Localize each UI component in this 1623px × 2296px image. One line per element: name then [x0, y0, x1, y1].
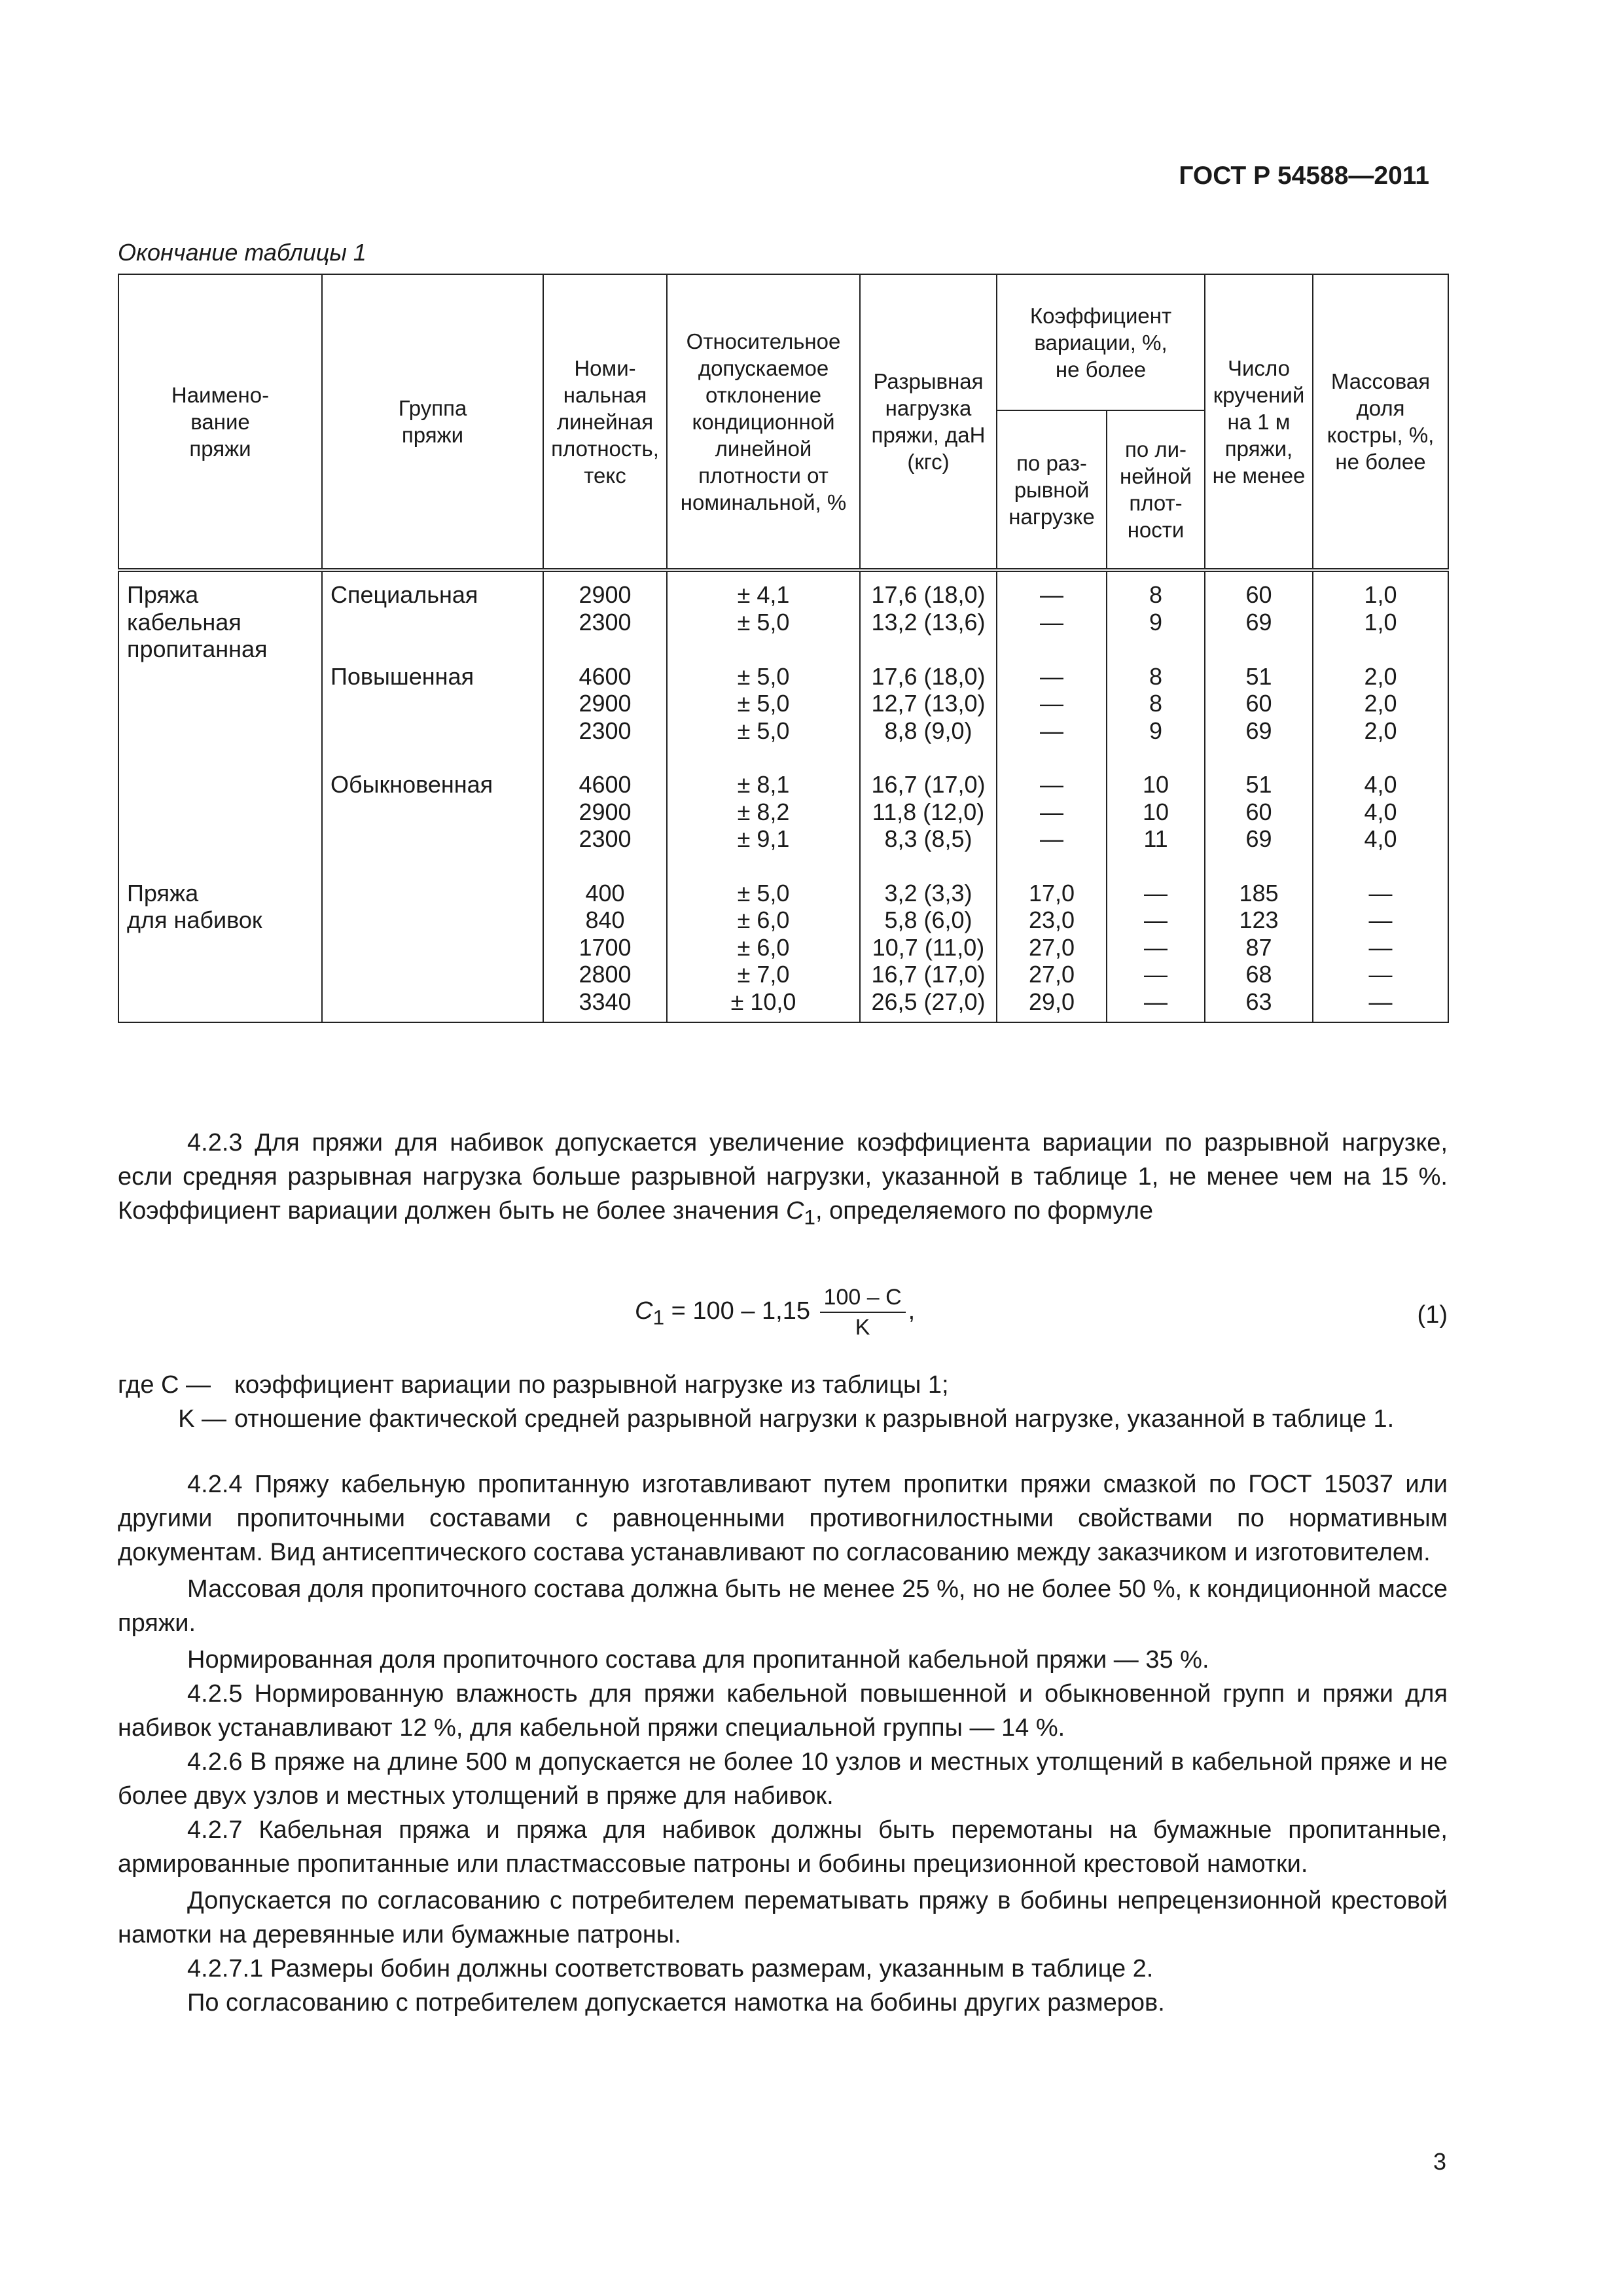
cell-yarn-name — [118, 744, 322, 853]
cell-twists: 51 60 69 — [1205, 744, 1313, 853]
cell-shive: 1,0 1,0 — [1313, 570, 1448, 663]
cell-yarn-name: Пряжа кабельная пропитанная — [118, 570, 322, 663]
paragraph-4-2-6: 4.2.6 В пряже на длине 500 м допускается не более 10 узлов и местных утолщений в кабельной пряже и не более двух узлов и местных утолщений в пряже для набивок. — [118, 1748, 1448, 1810]
definition-desc: отношение фактической средней разрывной нагрузки к разрывной нагрузке, указанной в таблице 1. — [234, 1405, 1395, 1433]
cell-deviation: ± 8,1 ± 8,2 ± 9,1 — [667, 744, 860, 853]
page-number: 3 — [1433, 2148, 1446, 2175]
paragraph-text-end: , определяемого по формуле — [815, 1197, 1154, 1225]
formula-numerator: 100 – C — [820, 1283, 906, 1313]
cell-cv-density: 8 9 — [1107, 570, 1205, 663]
header-shive-fraction: Массовая доля костры, %, не более — [1313, 274, 1448, 570]
paragraph-text: 4.2.3 Для пряжи для набивок допускается увеличение коэффициента вариации по разрывной нагрузке, если средняя разрывная нагрузка больше разрывной нагрузки, указанной в таблице 1, не менее чем на 15 %. Коэффициент вариации должен быть не более значения — [118, 1129, 1448, 1225]
header-linear-density: Номи- нальная линейная плотность, текс — [543, 274, 667, 570]
paragraph: Нормированная доля пропиточного состава для пропитанной кабельной пряжи — 35 %. — [187, 1646, 1209, 1674]
paragraph-4-2-7-1: 4.2.7.1 Размеры бобин должны соответствовать размерам, указанным в таблице 2. — [187, 1955, 1154, 1982]
formula-middle: = 100 – 1,15 — [664, 1297, 817, 1325]
cell-cv-load: — — — — [997, 744, 1107, 853]
table-row — [118, 663, 1448, 745]
cell-cv-load: — — — — [997, 663, 1107, 745]
cell-breaking-load: 17,6 (18,0) 12,7 (13,0) 8,8 (9,0) — [860, 663, 997, 745]
formula-lhs-var: C — [635, 1297, 653, 1325]
cell-deviation: ± 4,1 ± 5,0 — [667, 570, 860, 663]
variable-c: C — [785, 1197, 804, 1225]
cell-twists: 51 60 69 — [1205, 663, 1313, 745]
cell-density: 4600 2900 2300 — [543, 663, 667, 745]
table-caption: Окончание таблицы 1 — [118, 239, 366, 266]
subscript: 1 — [804, 1205, 816, 1229]
cell-deviation: ± 5,0 ± 5,0 ± 5,0 — [667, 663, 860, 745]
formula-fraction — [820, 1283, 906, 1342]
header-yarn-name: Наимено- вание пряжи — [118, 274, 322, 570]
definition-desc: коэффициент вариации по разрывной нагрузке из таблицы 1; — [234, 1371, 949, 1399]
header-variation-coefficient: Коэффициент вариации, %, не более — [997, 274, 1205, 410]
cell-twists: 185 123 87 68 63 — [1205, 853, 1313, 1023]
cell-yarn-group — [322, 853, 543, 1023]
table-row — [118, 744, 1448, 853]
paragraph-4-2-4: 4.2.4 Пряжу кабельную пропитанную изготавливают путем пропитки пряжи смазкой по ГОСТ 15037 или другими пропиточными составами с равноценными противогнилостными свойствами по нормативным документам. Вид антисептического состава устанавливают по согласованию между заказчиком и изготовителем. — [118, 1471, 1448, 1566]
formula-denominator: K — [855, 1315, 870, 1340]
paragraph-4-2-3 — [118, 1126, 1448, 1234]
definition-row — [118, 1368, 1448, 1402]
body-paragraphs — [118, 1467, 1448, 2020]
formula-tail: , — [908, 1297, 916, 1325]
cell-shive: — — — — — — [1313, 853, 1448, 1023]
cell-twists: 60 69 — [1205, 570, 1313, 663]
cell-yarn-group: Специальная — [322, 570, 543, 663]
table-row — [118, 570, 1448, 663]
cell-breaking-load: 16,7 (17,0) 11,8 (12,0) 8,3 (8,5) — [860, 744, 997, 853]
cell-yarn-name — [118, 663, 322, 745]
definition-term: где C — — [118, 1371, 211, 1399]
header-cv-by-density: по ли- нейной плот- ности — [1107, 410, 1205, 570]
header-cv-by-load: по раз- рывной нагрузке — [997, 410, 1107, 570]
cell-cv-load: — — — [997, 570, 1107, 663]
cell-yarn-group: Обыкновенная — [322, 744, 543, 853]
cell-cv-load: 17,0 23,0 27,0 27,0 29,0 — [997, 853, 1107, 1023]
formula-lhs-sub: 1 — [652, 1305, 665, 1329]
formula-number: (1) — [1417, 1301, 1448, 1329]
cell-density: 2900 2300 — [543, 570, 667, 663]
table-row — [118, 853, 1448, 1023]
definition-row — [118, 1402, 1448, 1436]
cell-yarn-name: Пряжа для набивок — [118, 853, 322, 1023]
formula-definitions — [118, 1368, 1448, 1436]
paragraph-4-2-7: 4.2.7 Кабельная пряжа и пряжа для набивок должны быть перемотаны на бумажные пропитанные, армированные пропитанные или пластмассовые патроны и бобины прецизионной крестовой намотки. — [118, 1816, 1448, 1878]
header-yarn-group: Группа пряжи — [322, 274, 543, 570]
paragraph-4-2-5: 4.2.5 Нормированную влажность для пряжи кабельной повышенной и обыкновенной групп и пряжи для набивок устанавливают 12 %, для кабельной пряжи специальной группы — 14 %. — [118, 1680, 1448, 1742]
cell-density: 400 840 1700 2800 3340 — [543, 853, 667, 1023]
cell-breaking-load: 17,6 (18,0) 13,2 (13,6) — [860, 570, 997, 663]
cell-shive: 2,0 2,0 2,0 — [1313, 663, 1448, 745]
cell-deviation: ± 5,0 ± 6,0 ± 6,0 ± 7,0 ± 10,0 — [667, 853, 860, 1023]
cell-shive: 4,0 4,0 4,0 — [1313, 744, 1448, 853]
definition-term: K — — [178, 1405, 226, 1433]
cell-cv-density: 10 10 11 — [1107, 744, 1205, 853]
cell-cv-density: — — — — — — [1107, 853, 1205, 1023]
paragraph: Допускается по согласованию с потребителем перематывать пряжу в бобины непрецензионной крестовой намотки на деревянные или бумажные патроны. — [118, 1887, 1448, 1948]
cell-cv-density: 8 8 9 — [1107, 663, 1205, 745]
paragraph: По согласованию с потребителем допускается намотка на бобины других размеров. — [187, 1989, 1165, 2017]
cell-breaking-load: 3,2 (3,3) 5,8 (6,0) 10,7 (11,0) 16,7 (17,0) 26,5 (27,0) — [860, 853, 997, 1023]
paragraph: Массовая доля пропиточного состава должна быть не менее 25 %, но не более 50 %, к кондиционной массе пряжи. — [118, 1575, 1448, 1637]
section-4-2-3 — [118, 1126, 1448, 1234]
header-twists: Число кручений на 1 м пряжи, не менее — [1205, 274, 1313, 570]
yarn-parameters-table — [118, 274, 1449, 1023]
formula-expression — [635, 1283, 915, 1342]
header-density-deviation: Относительное допускаемое отклонение кондиционной линейной плотности от номинальной, % — [667, 274, 860, 570]
header-breaking-load: Разрывная нагрузка пряжи, даН (кгс) — [860, 274, 997, 570]
document-number: ГОСТ Р 54588—2011 — [1179, 162, 1429, 190]
cell-yarn-group: Повышенная — [322, 663, 543, 745]
cell-density: 4600 2900 2300 — [543, 744, 667, 853]
formula-1 — [118, 1270, 1448, 1342]
